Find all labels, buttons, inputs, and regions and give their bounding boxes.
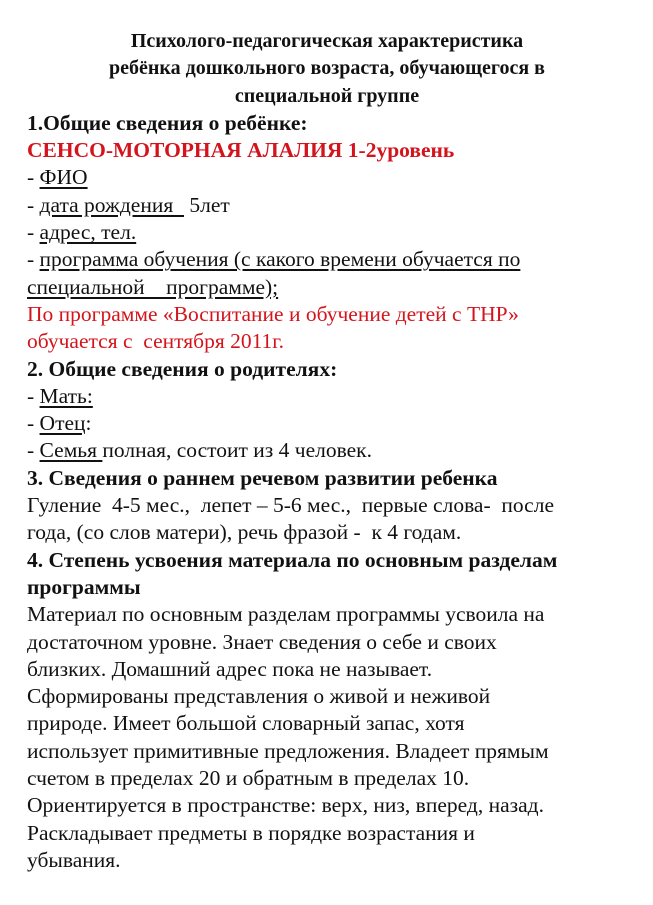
family-line	[27, 437, 653, 464]
dash: -	[27, 192, 40, 217]
father-label: Отец	[39, 411, 86, 436]
section3-line: Гуление 4-5 мес., лепет – 5-6 мес., первые слова- после	[27, 493, 554, 518]
dash: -	[27, 438, 40, 463]
father-line	[27, 410, 653, 437]
section4-line: использует примитивные предложения. Владеет прямым	[27, 738, 549, 763]
section4-line: Сформированы представления о живой и неживой	[27, 684, 491, 709]
family-label: Семья	[39, 438, 103, 463]
birth-line	[27, 192, 653, 219]
section4-line: близких. Домашний адрес пока не называет.	[27, 656, 433, 681]
section2-heading: 2. Общие сведения о родителях:	[27, 356, 338, 381]
birth-value: 5лет	[184, 192, 230, 217]
section4-heading: 4. Степень усвоения материала по основным разделам	[27, 547, 558, 572]
mother-label: Мать:	[39, 383, 93, 408]
section4-line: убывания.	[27, 847, 121, 872]
section4-line: Материал по основным разделам программы усвоила на	[27, 602, 545, 627]
fio-label: ФИО	[39, 165, 88, 190]
section1-heading: 1.Общие сведения о ребёнке:	[27, 110, 308, 135]
program-line	[27, 246, 653, 273]
birth-label: дата рождения	[39, 192, 184, 217]
section4-line: природе. Имеет большой словарный запас, хотя	[27, 711, 465, 736]
section4-heading-cont: программы	[27, 574, 141, 599]
mother-line	[27, 383, 653, 410]
dash: -	[27, 411, 40, 436]
diagnosis: СЕНСО-МОТОРНАЯ АЛАЛИЯ 1-2уровень	[27, 138, 455, 163]
document-title	[27, 28, 653, 110]
program-value-cont: обучается с сентября 2011г.	[27, 329, 285, 354]
title-line: специальной группе	[234, 84, 420, 107]
family-value: полная, состоит из 4 человек.	[102, 438, 372, 463]
section4-line: счетом в пределах 20 и обратным в пределах 10.	[27, 766, 470, 791]
section4-line: достаточном уровне. Знает сведения о себе и своих	[27, 629, 497, 654]
title-line: ребёнка дошкольного возраста, обучающегося в	[109, 57, 545, 80]
dash: -	[27, 165, 40, 190]
dash: -	[27, 247, 40, 272]
program-label-cont: специальной программе);	[27, 274, 279, 299]
section3-heading: 3. Сведения о раннем речевом развитии ребенка	[27, 465, 498, 490]
dash: -	[27, 220, 40, 245]
father-colon: :	[85, 411, 92, 436]
program-value: По программе «Воспитание и обучение детей с ТНР»	[27, 301, 519, 326]
section4-line: Раскладывает предметы в порядке возрастания и	[27, 820, 475, 845]
section3-line: года, (со слов матери), речь фразой - к 4 годам.	[27, 520, 462, 545]
address-line	[27, 219, 653, 246]
program-label: программа обучения (с какого времени обучается по	[39, 247, 521, 272]
dash: -	[27, 383, 40, 408]
address-label: адрес, тел.	[39, 220, 137, 245]
section4-line: Ориентируется в пространстве: верх, низ, вперед, назад.	[27, 793, 544, 818]
title-line: Психолого-педагогическая характеристика	[130, 30, 524, 52]
fio-line	[27, 164, 653, 191]
